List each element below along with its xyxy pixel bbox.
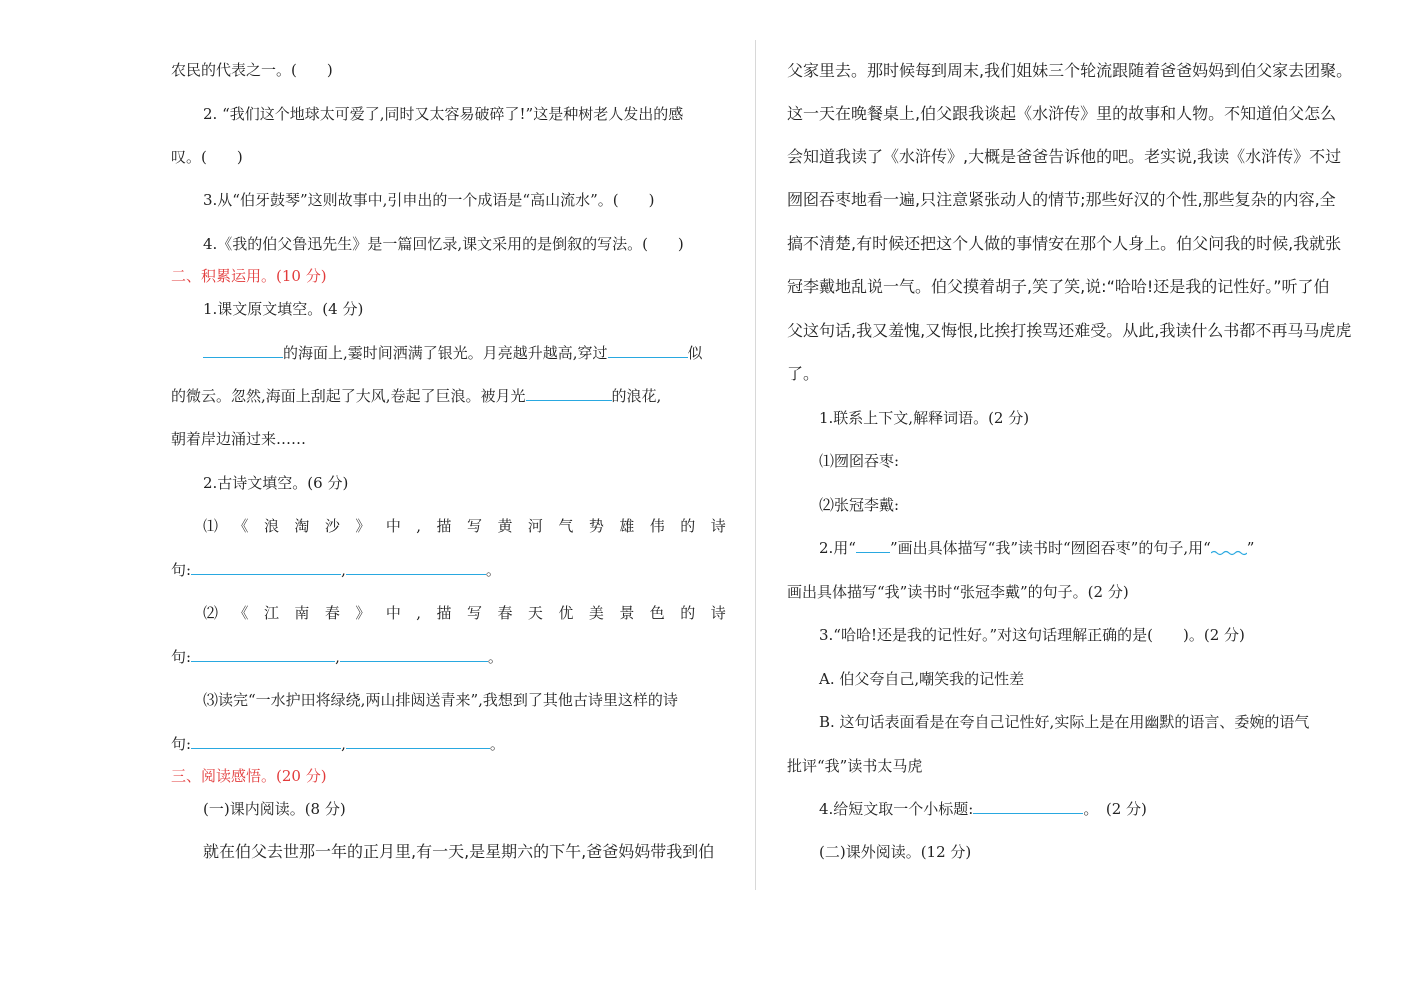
passage-line: 囫囵吞枣地看一遍,只注意紧张动人的情节;那些好汉的个性,那些复杂的内容,全 (787, 190, 1336, 209)
passage-line: 父家里去。那时候每到周末,我们姐妹三个轮流跟随着爸爸妈妈到伯父家去团聚。 (787, 61, 1353, 80)
poem-q3: ⑶读完“一水护田将绿绕,两山排闼送青来”,我想到了其他古诗里这样的诗 (203, 691, 678, 709)
answer-blank[interactable] (191, 647, 335, 662)
question-3: 3.从“伯牙鼓琴”这则故事中,引申出的一个成语是“高山流水”。( ) (203, 191, 655, 209)
answer-blank[interactable] (340, 647, 488, 662)
reading-q1-b: ⑵张冠李戴: (819, 496, 900, 514)
reading-q2: 2.用“ ”画出具体描写“我”读书时“囫囵吞枣”的句子,用“ ” (819, 539, 1255, 557)
poem-q3-answer: 句: , 。 (171, 735, 505, 753)
option-b-cont: 批评“我”读书太马虎 (787, 757, 923, 775)
reading-q3: 3.“哈哈!还是我的记性好。”对这句话理解正确的是( )。(2 分) (819, 626, 1245, 644)
section-3-heading: 三、阅读感悟。(20 分) (171, 767, 327, 785)
question-2-cont: 叹。( ) (171, 148, 243, 166)
passage-line: 了。 (787, 364, 820, 383)
reading-q2-cont: 画出具体描写“我”读书时“张冠李戴”的句子。(2 分) (787, 583, 1129, 601)
reading-q1-a: ⑴囫囵吞枣: (819, 452, 900, 470)
reading-q1: 1.联系上下文,解释词语。(2 分) (819, 409, 1030, 427)
section-2-heading: 二、积累运用。(10 分) (171, 267, 327, 285)
section-3-part-2: (二)课外阅读。(12 分) (819, 843, 972, 861)
option-b[interactable]: B. 这句话表面看是在夸自己记性好,实际上是在用幽默的语言、委婉的语气 (819, 713, 1310, 731)
passage-line: 冠李戴地乱说一气。伯父摸着胡子,笑了笑,说:“哈哈!还是我的记性好。”听了伯 (787, 277, 1330, 296)
passage-line: 这一天在晚餐桌上,伯父跟我谈起《水浒传》里的故事和人物。不知道伯父怎么 (787, 104, 1337, 123)
fill-line-2: 的微云。忽然,海面上刮起了大风,卷起了巨浪。被月光 的浪花, (171, 387, 662, 405)
answer-blank[interactable] (346, 734, 490, 749)
passage-line: 父这句话,我又羞愧,又悔恨,比挨打挨骂还难受。从此,我读什么书都不再马马虎虎 (787, 321, 1352, 340)
poem-q1: ⑴ 《 浪 淘 沙 》 中 , 描 写 黄 河 气 势 雄 伟 的 诗 (203, 517, 726, 535)
passage-line: 会知道我读了《水浒传》,大概是爸爸告诉他的吧。老实说,我读《水浒传》不过 (787, 147, 1342, 166)
answer-blank[interactable] (526, 386, 612, 401)
section-2-q1: 1.课文原文填空。(4 分) (203, 300, 364, 318)
section-3-part-1: (一)课内阅读。(8 分) (203, 800, 346, 818)
answer-blank[interactable] (203, 343, 283, 358)
answer-blank[interactable] (346, 560, 486, 575)
question-2: 2. “我们这个地球太可爱了,同时又太容易破碎了!”这是种树老人发出的感 (203, 105, 684, 123)
straight-underline-sample (856, 538, 890, 553)
answer-blank[interactable] (191, 734, 341, 749)
section-2-q2: 2.古诗文填空。(6 分) (203, 474, 349, 492)
poem-q1-answer: 句: , 。 (171, 561, 501, 579)
poem-q2: ⑵ 《 江 南 春 》 中 , 描 写 春 天 优 美 景 色 的 诗 (203, 604, 726, 622)
answer-blank[interactable] (608, 343, 688, 358)
question-line: 农民的代表之一。( ) (171, 61, 333, 79)
passage-line: 搞不清楚,有时候还把这个人做的事情安在那个人身上。伯父问我的时候,我就张 (787, 234, 1342, 253)
reading-q4: 4.给短文取一个小标题: 。 (2 分) (819, 800, 1147, 818)
poem-q2-answer: 句: , 。 (171, 648, 503, 666)
reading-passage-start: 就在伯父去世那一年的正月里,有一天,是星期六的下午,爸爸妈妈带我到伯 (203, 842, 715, 861)
option-a[interactable]: A. 伯父夸自己,嘲笑我的记性差 (819, 670, 1025, 688)
fill-line-3: 朝着岸边涌过来…… (171, 430, 307, 448)
question-4: 4.《我的伯父鲁迅先生》是一篇回忆录,课文采用的是倒叙的写法。( ) (203, 235, 684, 253)
answer-blank[interactable] (191, 560, 341, 575)
column-divider (755, 40, 756, 890)
fill-line-1: 的海面上,霎时间洒满了银光。月亮越升越高,穿过 似 (203, 343, 703, 363)
answer-blank[interactable] (973, 799, 1083, 814)
wavy-underline-sample (1211, 539, 1247, 553)
